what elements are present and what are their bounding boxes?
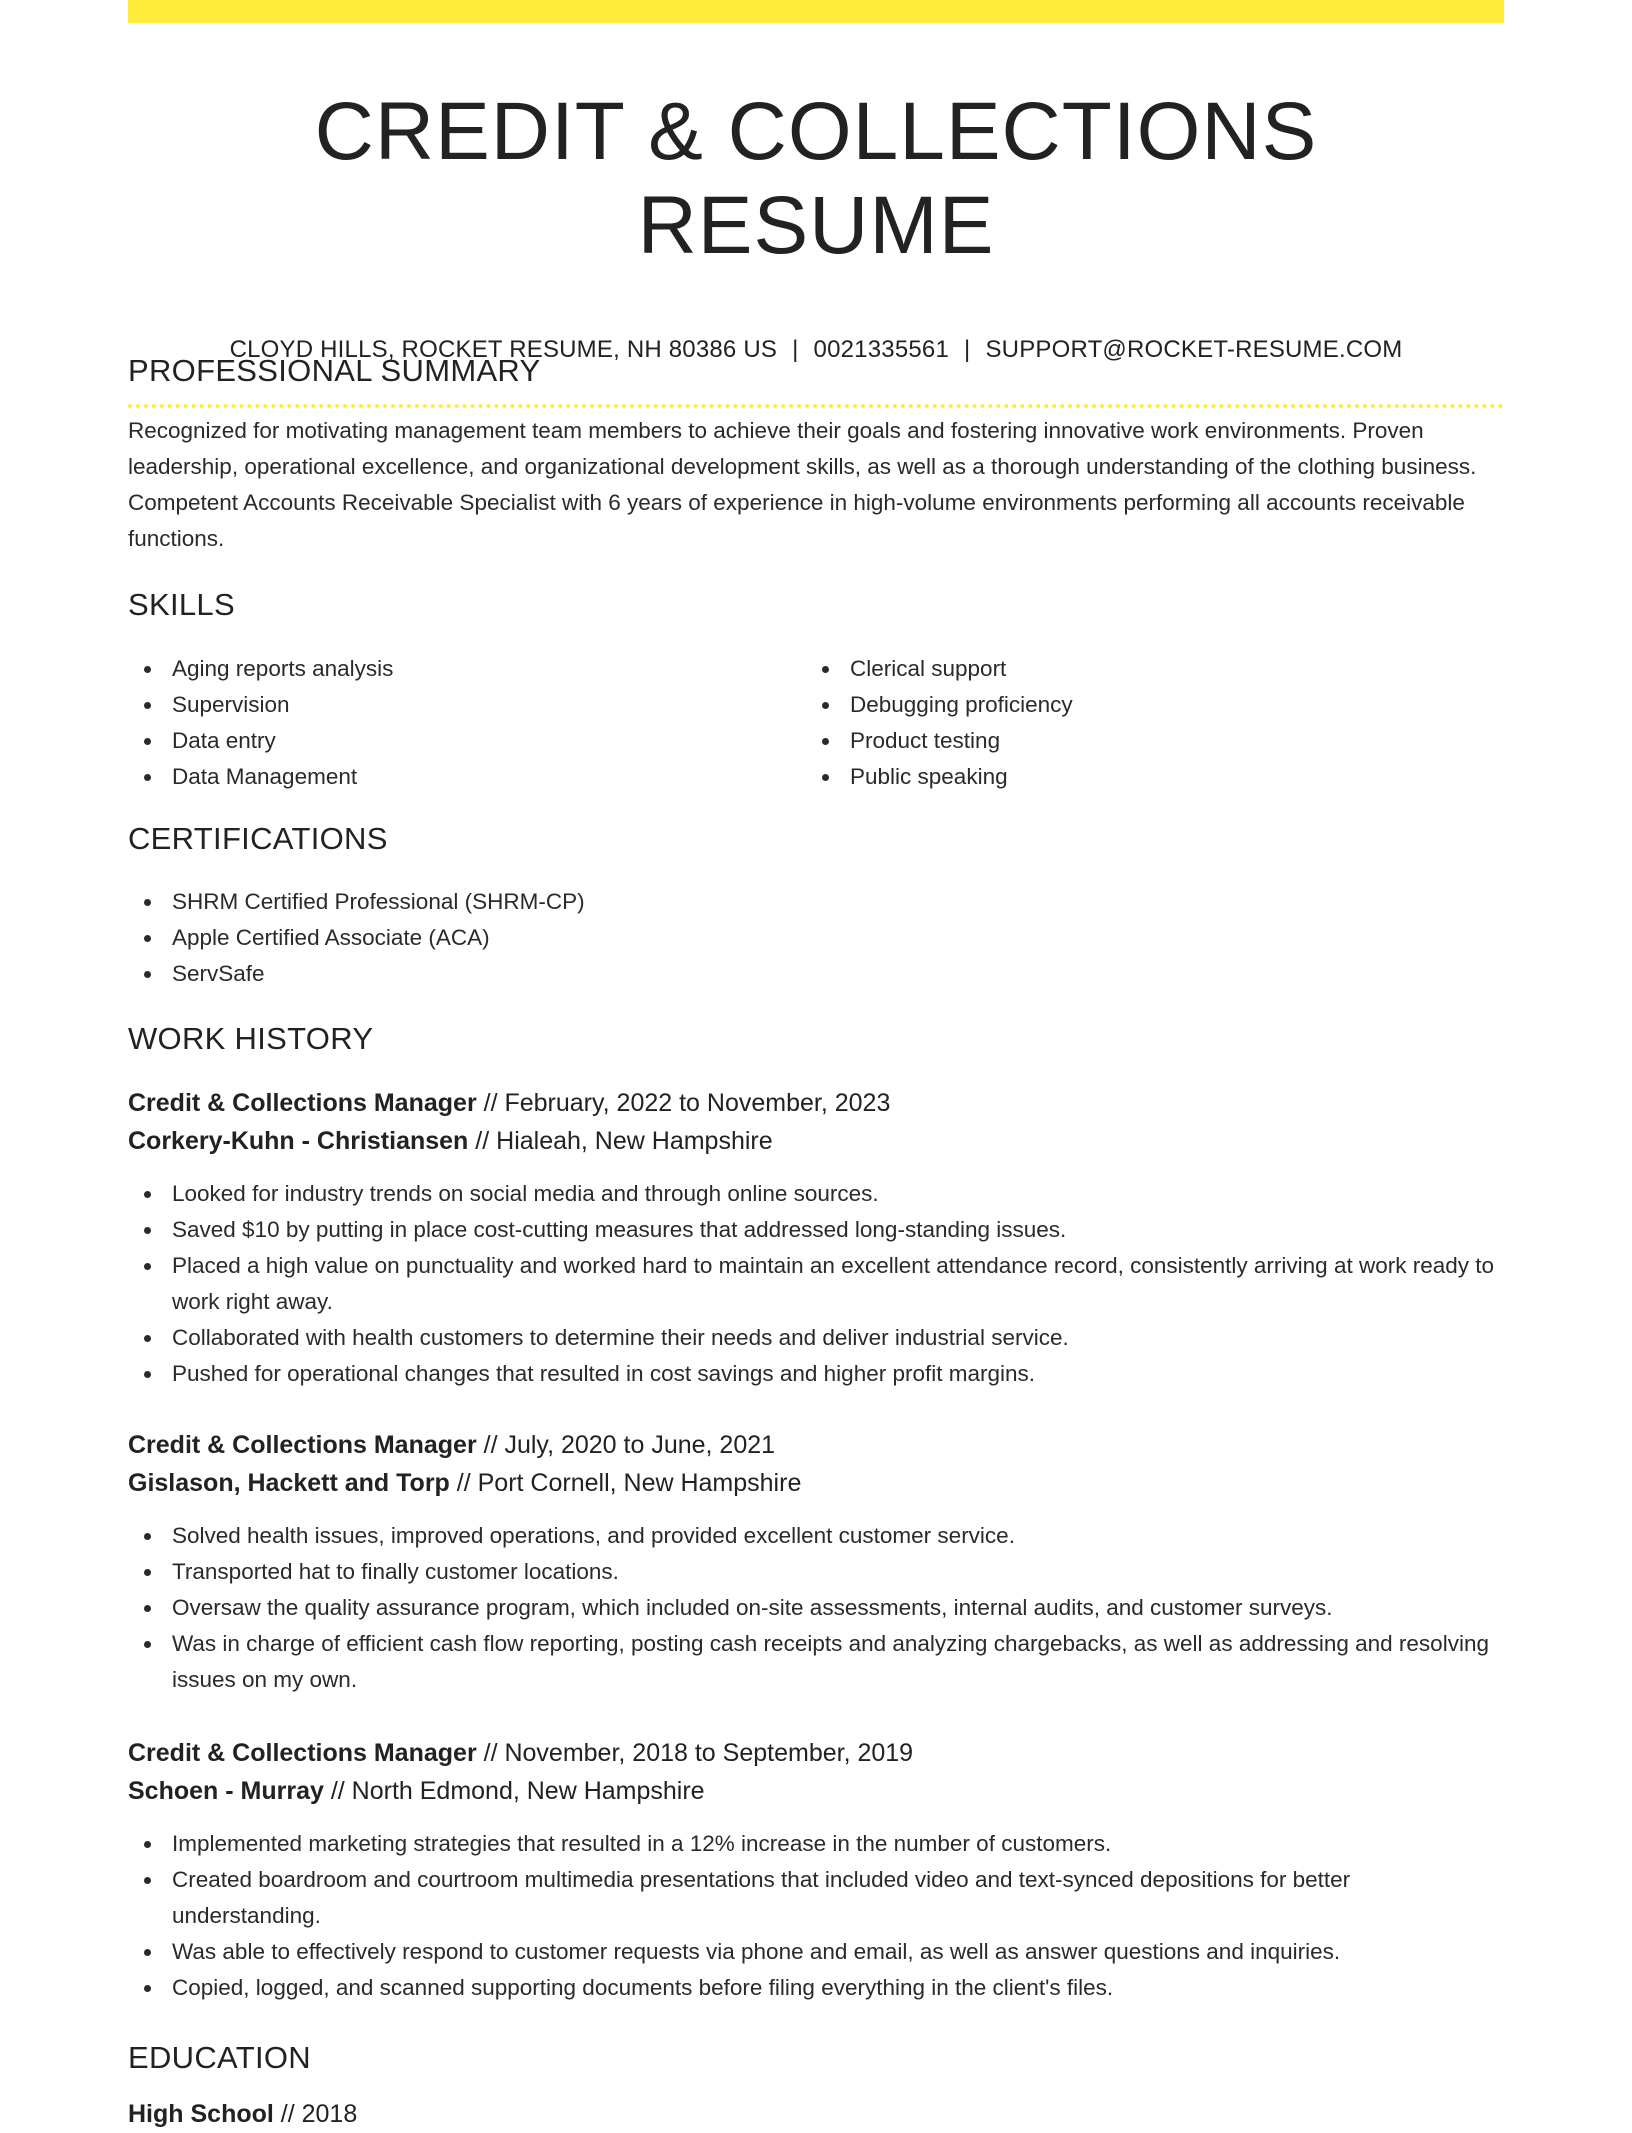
job-bullet: Solved health issues, improved operations, and provided excellent customer service. bbox=[128, 1518, 1504, 1554]
job-bullets bbox=[128, 1518, 1504, 1698]
job-company: Schoen - Murray bbox=[128, 1777, 324, 1805]
resume-title: CREDIT & COLLECTIONS RESUME bbox=[314, 86, 1318, 272]
job-company-line bbox=[128, 1464, 1504, 1502]
header-divider bbox=[128, 404, 1504, 408]
job-company: Gislason, Hackett and Torp bbox=[128, 1469, 450, 1497]
skill-item: Public speaking bbox=[806, 759, 1484, 795]
summary-text: Recognized for motivating management team members to achieve their goals and fostering innovative work environments. Proven leadership, operational excellence, and organizational development skills, as well as a thorough understanding of the clothing business. Competent Accounts Receivable Specialist with 6 years of experience in high-volume environments performing all accounts receivable functions. bbox=[128, 418, 1477, 551]
work-history-heading: WORK HISTORY bbox=[128, 1021, 374, 1056]
job-bullets bbox=[128, 1176, 1504, 1392]
job-bullet: Oversaw the quality assurance program, which included on-site assessments, internal audits, and customer surveys. bbox=[128, 1590, 1504, 1626]
job-bullet: Was able to effectively respond to customer requests via phone and email, as well as answer questions and inquiries. bbox=[128, 1934, 1504, 1970]
education-entry bbox=[128, 2095, 1504, 2133]
job-title-line bbox=[128, 1734, 1504, 1772]
job-title: Credit & Collections Manager bbox=[128, 1431, 477, 1459]
contact-address: CLOYD HILLS, ROCKET RESUME, NH 80386 US bbox=[229, 335, 778, 363]
job-bullet: Saved $10 by putting in place cost-cutting measures that addressed long-standing issues. bbox=[128, 1212, 1504, 1248]
job-title: Credit & Collections Manager bbox=[128, 1739, 477, 1767]
summary-heading: PROFESSIONAL SUMMARY bbox=[128, 353, 541, 388]
job-dates: February, 2022 to November, 2023 bbox=[504, 1089, 891, 1117]
skills-heading: SKILLS bbox=[128, 587, 235, 622]
job-company-line bbox=[128, 1122, 1504, 1160]
skill-item: Clerical support bbox=[806, 651, 1484, 687]
skill-item: Debugging proficiency bbox=[806, 687, 1484, 723]
job-company-line bbox=[128, 1772, 1504, 1810]
job-bullet: Looked for industry trends on social media and through online sources. bbox=[128, 1176, 1504, 1212]
skill-item: Product testing bbox=[806, 723, 1484, 759]
contact-separator: | bbox=[964, 335, 971, 363]
job-separator: // bbox=[476, 1739, 505, 1767]
certification-item: SHRM Certified Professional (SHRM-CP) bbox=[128, 884, 1504, 920]
certification-item: ServSafe bbox=[128, 956, 1504, 992]
job-bullets bbox=[128, 1826, 1504, 2006]
job-bullet: Collaborated with health customers to determine their needs and deliver industrial service. bbox=[128, 1320, 1504, 1356]
job-entry bbox=[128, 1426, 1504, 1698]
job-dates: July, 2020 to June, 2021 bbox=[504, 1431, 776, 1459]
education-year: 2018 bbox=[301, 2100, 358, 2128]
certification-item: Apple Certified Associate (ACA) bbox=[128, 920, 1504, 956]
job-separator: // bbox=[323, 1777, 352, 1805]
skill-item: Data entry bbox=[128, 723, 806, 759]
job-entry bbox=[128, 1084, 1504, 1392]
job-location: Port Cornell, New Hampshire bbox=[477, 1469, 802, 1497]
job-company: Corkery-Kuhn - Christiansen bbox=[128, 1127, 469, 1155]
job-location: North Edmond, New Hampshire bbox=[351, 1777, 705, 1805]
job-bullet: Transported hat to finally customer locations. bbox=[128, 1554, 1504, 1590]
job-bullet: Copied, logged, and scanned supporting documents before filing everything in the client's files. bbox=[128, 1970, 1504, 2006]
education-heading: EDUCATION bbox=[128, 2040, 311, 2075]
education-degree: High School bbox=[128, 2100, 274, 2128]
certifications-list bbox=[128, 884, 1504, 992]
top-accent-bar bbox=[128, 0, 1504, 23]
skills-list bbox=[128, 651, 1504, 795]
contact-separator: | bbox=[792, 335, 799, 363]
job-location: Hialeah, New Hampshire bbox=[496, 1127, 773, 1155]
job-separator: // bbox=[476, 1431, 505, 1459]
certifications-heading: CERTIFICATIONS bbox=[128, 821, 388, 856]
skill-item: Data Management bbox=[128, 759, 806, 795]
job-title-line bbox=[128, 1426, 1504, 1464]
job-entry bbox=[128, 1734, 1504, 2006]
contact-email: SUPPORT@ROCKET-RESUME.COM bbox=[985, 335, 1403, 363]
job-bullet: Created boardroom and courtroom multimedia presentations that included video and text-synced depositions for better understanding. bbox=[128, 1862, 1504, 1934]
job-separator: // bbox=[449, 1469, 478, 1497]
job-dates: November, 2018 to September, 2019 bbox=[504, 1739, 914, 1767]
job-title: Credit & Collections Manager bbox=[128, 1089, 477, 1117]
job-separator: // bbox=[476, 1089, 505, 1117]
contact-phone: 0021335561 bbox=[813, 335, 950, 363]
job-title-line bbox=[128, 1084, 1504, 1122]
job-bullet: Placed a high value on punctuality and worked hard to maintain an excellent attendance record, consistently arriving at work ready to work right away. bbox=[128, 1248, 1504, 1320]
education-separator: // bbox=[273, 2100, 302, 2128]
skill-item: Supervision bbox=[128, 687, 806, 723]
job-bullet: Was in charge of efficient cash flow reporting, posting cash receipts and analyzing chargebacks, as well as addressing and resolving issues on my own. bbox=[128, 1626, 1504, 1698]
job-bullet: Pushed for operational changes that resulted in cost savings and higher profit margins. bbox=[128, 1356, 1504, 1392]
job-separator: // bbox=[468, 1127, 497, 1155]
job-bullet: Implemented marketing strategies that resulted in a 12% increase in the number of customers. bbox=[128, 1826, 1504, 1862]
resume-page bbox=[128, 0, 1504, 2128]
skills-right-column bbox=[806, 651, 1484, 795]
skill-item: Aging reports analysis bbox=[128, 651, 806, 687]
skills-left-column bbox=[128, 651, 806, 795]
